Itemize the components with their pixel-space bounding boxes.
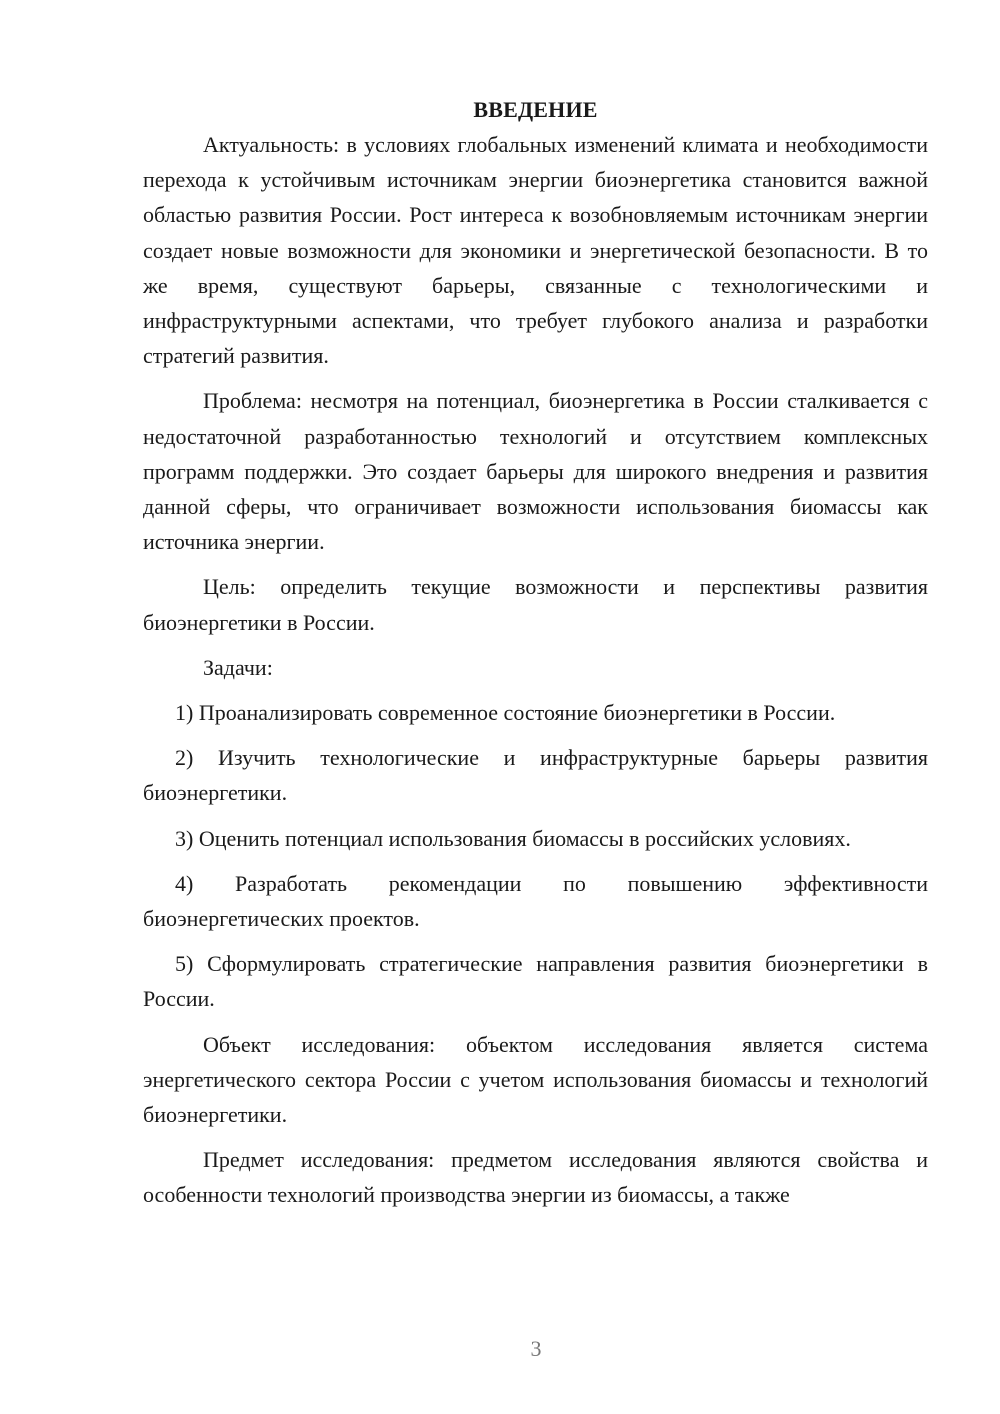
section-title: ВВЕДЕНИЕ: [473, 97, 598, 122]
goal-paragraph: Цель: определить текущие возможности и перспективы развития биоэнергетики в России.: [143, 574, 928, 635]
problem-paragraph: Проблема: несмотря на потенциал, биоэнергетика в России сталкивается с недостаточной разработанностью технологий и отсутствием комплексных программ поддержки. Это создает барьеры для широкого внедрения и развития данной сферы, что ограничивает возможности использования биомассы как источника энергии.: [143, 388, 928, 555]
subject-paragraph: Предмет исследования: предметом исследования являются свойства и особенности технологий производства энергии из биомассы, а также: [143, 1147, 928, 1208]
tasks-list: [143, 695, 928, 1017]
object-paragraph: Объект исследования: объектом исследования является система энергетического сектора России с учетом использования биомассы и технологий биоэнергетики.: [143, 1031, 928, 1128]
page-number: 3: [530, 1336, 542, 1361]
task-item: 3) Оценить потенциал использования биомассы в российских условиях.: [175, 825, 851, 851]
task-item: 1) Проанализировать современное состояние биоэнергетики в России.: [175, 700, 836, 726]
relevance-paragraph: Актуальность: в условиях глобальных изменений климата и необходимости перехода к устойчивым источникам энергии биоэнергетика становится важной областью развития России. Рост интереса к возобновляемым источникам энергии создает новые возможности для экономики и энергетической безопасности. В то же время, существуют барьеры, связанные с технологическими и инфраструктурными аспектами, что требует глубокого анализа и разработки стратегий развития.: [143, 132, 928, 369]
document-page: [143, 92, 928, 1213]
task-item: 4) Разработать рекомендации по повышению эффективности биоэнергетических проектов.: [143, 870, 928, 932]
task-item: 2) Изучить технологические и инфраструктурные барьеры развития биоэнергетики.: [143, 745, 928, 806]
tasks-heading: Задачи:: [203, 654, 273, 680]
task-item: 5) Сформулировать стратегические направления развития биоэнергетики в России.: [143, 951, 928, 1012]
